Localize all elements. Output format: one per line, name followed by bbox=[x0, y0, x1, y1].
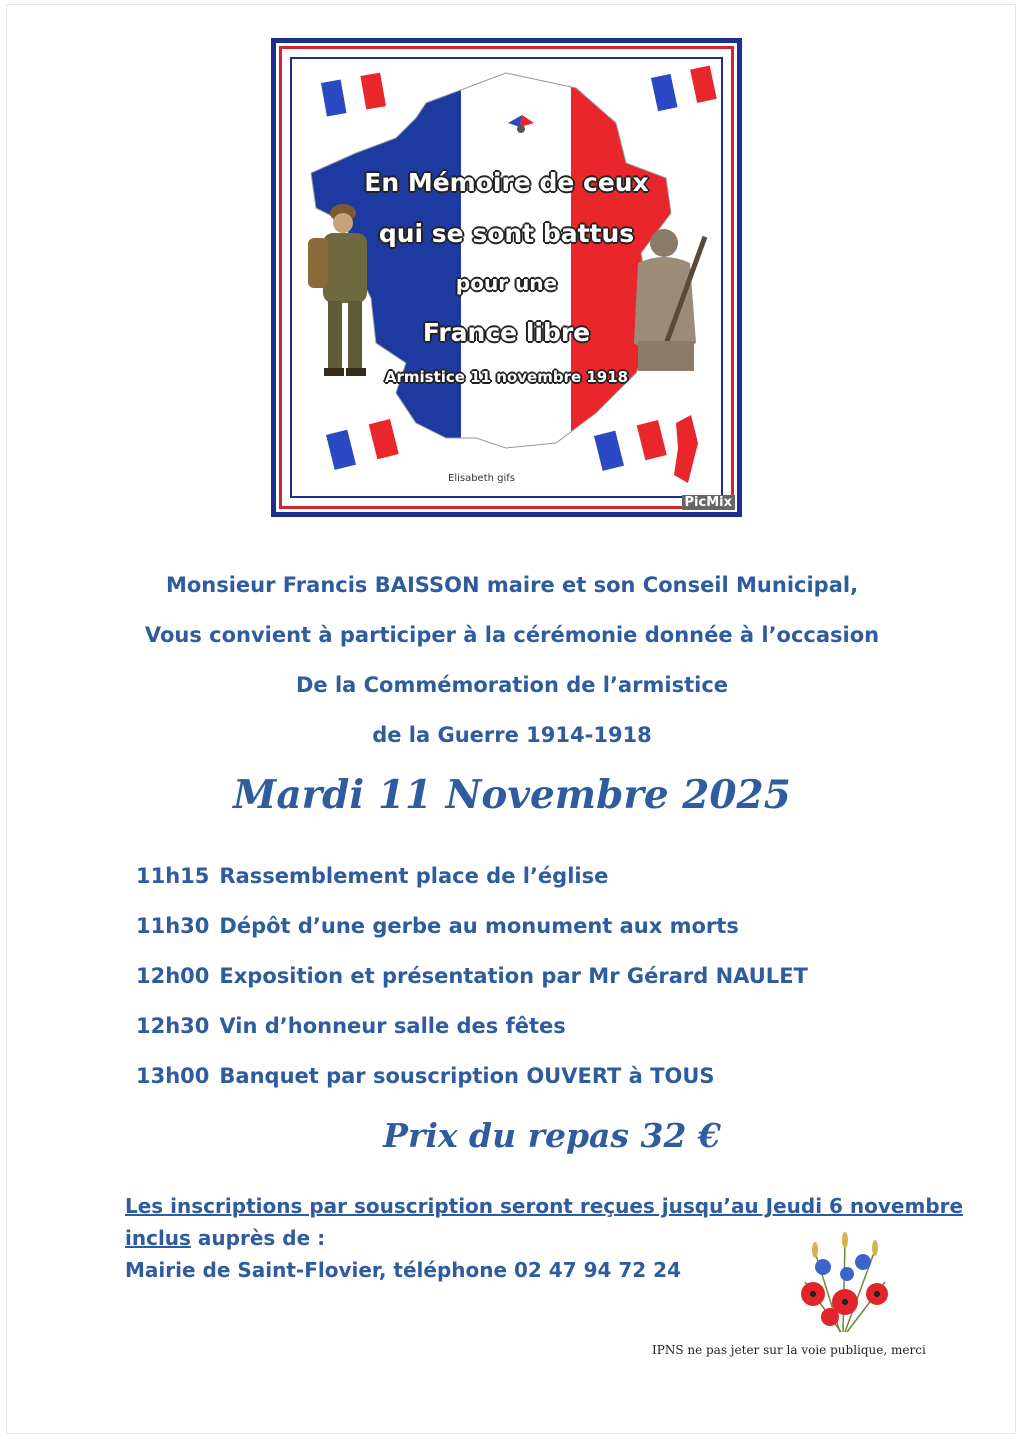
schedule-item bbox=[136, 1062, 808, 1112]
schedule-item bbox=[136, 912, 808, 962]
schedule-list bbox=[136, 862, 808, 1112]
schedule-text: Banquet par souscription OUVERT à TOUS bbox=[219, 1064, 715, 1088]
meal-price: Prix du repas 32 € bbox=[383, 1116, 721, 1155]
schedule-time: 11h15 bbox=[136, 864, 210, 888]
schedule-time: 12h00 bbox=[136, 964, 210, 988]
flower-bouquet-icon bbox=[785, 1232, 905, 1337]
registration-contact: Mairie de Saint-Flovier, téléphone 02 47 94 72 24 bbox=[125, 1258, 682, 1282]
banner-line-3: pour une bbox=[455, 271, 558, 295]
banner-line-1: En Mémoire de ceux bbox=[364, 168, 649, 197]
registration-deadline: Les inscriptions par souscription seront reçues jusqu’au Jeudi 6 novembre bbox=[125, 1194, 964, 1218]
invitation-line-3: De la Commémoration de l’armistice bbox=[295, 673, 729, 697]
invitation-line-1: Monsieur Francis BAISSON maire et son Conseil Municipal, bbox=[165, 573, 859, 597]
schedule-text: Dépôt d’une gerbe au monument aux morts bbox=[219, 914, 739, 938]
schedule-item bbox=[136, 862, 808, 912]
banner-line-2: qui se sont battus bbox=[378, 219, 635, 248]
schedule-text: Exposition et présentation par Mr Gérard NAULET bbox=[219, 964, 808, 988]
invitation-line-4: de la Guerre 1914-1918 bbox=[372, 723, 652, 747]
registration-inclus: inclus bbox=[125, 1226, 191, 1250]
invitation-line-2: Vous convient à participer à la cérémonie donnée à l’occasion bbox=[144, 623, 880, 647]
schedule-text: Rassemblement place de l’église bbox=[219, 864, 609, 888]
schedule-item bbox=[136, 962, 808, 1012]
schedule-time: 12h30 bbox=[136, 1014, 210, 1038]
footer-note: IPNS ne pas jeter sur la voie publique, merci bbox=[652, 1343, 926, 1357]
picmix-watermark: PicMix bbox=[682, 495, 735, 510]
schedule-time: 13h00 bbox=[136, 1064, 210, 1088]
banner-line-5: Armistice 11 novembre 1918 bbox=[384, 368, 629, 386]
schedule-text: Vin d’honneur salle des fêtes bbox=[219, 1014, 566, 1038]
schedule-item bbox=[136, 1012, 808, 1062]
banner-credit: Elisabeth gifs bbox=[448, 473, 516, 484]
banner-line-4: France libre bbox=[422, 318, 591, 347]
registration-rest: auprès de : bbox=[190, 1226, 326, 1250]
memorial-banner bbox=[271, 38, 742, 517]
event-date-title: Mardi 11 Novembre 2025 bbox=[233, 772, 791, 818]
schedule-time: 11h30 bbox=[136, 914, 210, 938]
